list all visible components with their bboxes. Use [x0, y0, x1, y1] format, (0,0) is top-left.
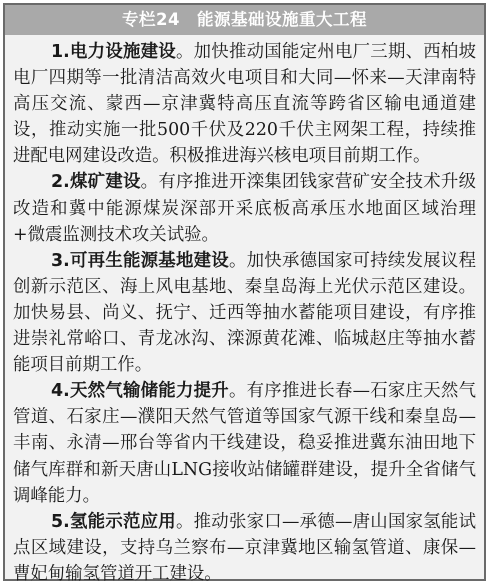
section-number: 5.	[51, 511, 70, 532]
section-number: 4.	[51, 381, 70, 402]
section-renewable-base	[13, 248, 476, 378]
box-body	[5, 35, 484, 587]
section-text: 。加快推动国能定州电厂三期、西柏坡电厂四期等一批清洁高效火电项目和大同—怀来—天津南特高压交流、蒙西—京津冀特高压直流等跨省区输电通道建设，推动实施一批500千伏及220千伏主网架工程，持续推进配电网建设改造。积极推进海兴核电项目前期工作。	[13, 42, 476, 167]
section-text: 。推动张家口—承德—唐山国家氢能试点区域建设，支持乌兰察布—京津冀地区输氢管道、康保—曹妃甸输氢管道开工建设。	[13, 511, 476, 584]
section-heading: 煤矿建设	[69, 172, 141, 193]
section-heading: 天然气输储能力提升	[69, 381, 229, 402]
section-number: 3.	[51, 250, 70, 271]
section-heading: 可再生能源基地建设	[69, 250, 229, 271]
section-number: 1.	[51, 42, 70, 62]
section-heading: 氢能示范应用	[69, 511, 176, 532]
section-hydrogen	[13, 509, 476, 587]
section-coal-mine	[13, 169, 476, 247]
section-text: 。有序推进长春—石家庄天然气管道、石家庄—濮阳天然气管道等国家气源干线和秦皇岛—丰南、永清—邢台等省内干线建设，稳妥推进冀东油田地下储气库群和新天唐山LNG接收站储罐群建设，提升全省储气调峰能力。	[13, 381, 476, 506]
section-electric-power	[13, 39, 476, 169]
section-text: 。有序推进开滦集团钱家营矿安全技术升级改造和冀中能源煤炭深部开采底板高承压水地面区域治理+微震监测技术攻关试验。	[13, 172, 476, 245]
section-heading: 电力设施建设	[69, 42, 176, 62]
section-number: 2.	[51, 172, 70, 193]
box-title: 专栏24 能源基础设施重大工程	[5, 5, 484, 35]
feature-box	[3, 3, 486, 584]
section-text: 。加快承德国家可持续发展议程创新示范区、海上风电基地、秦皇岛海上光伏示范区建设。加快易县、尚义、抚宁、迁西等抽水蓄能项目建设，有序推进崇礼常峪口、青龙冰沟、滦源黄花滩、临城赵庄等抽水蓄能项目前期工作。	[13, 250, 476, 376]
section-natural-gas	[13, 378, 476, 508]
